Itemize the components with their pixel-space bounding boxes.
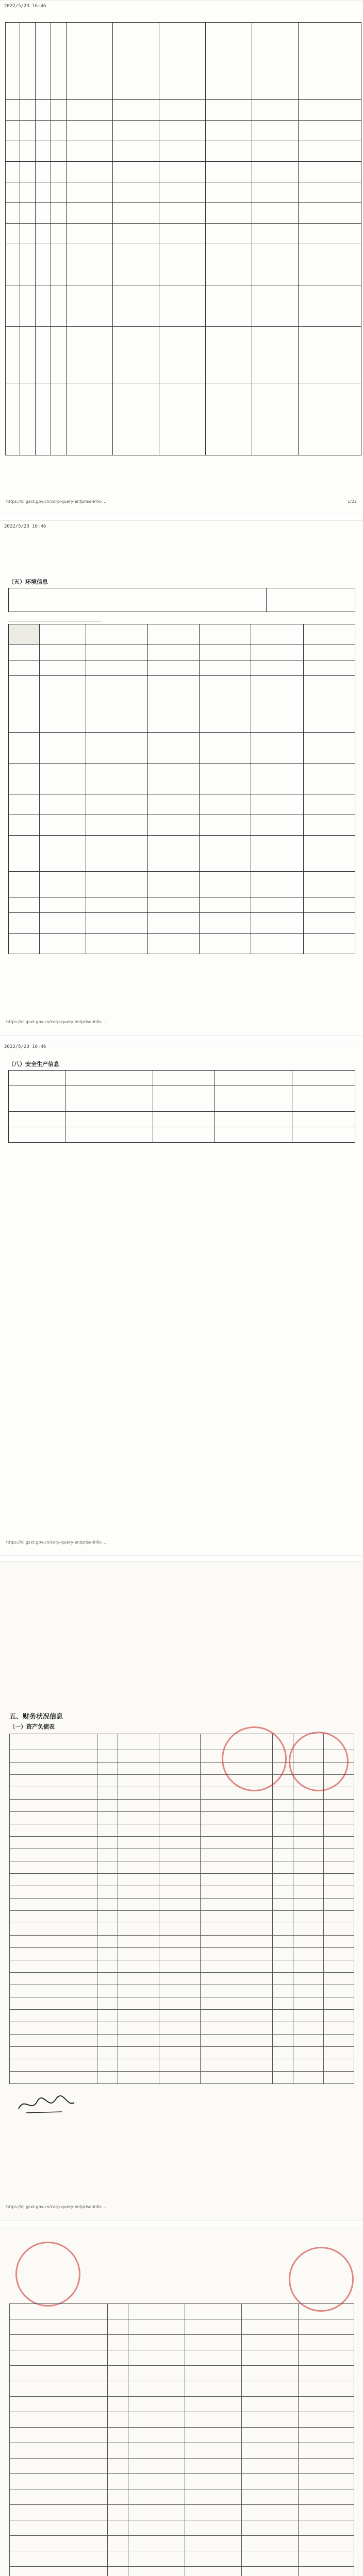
safety-table: [8, 1070, 355, 1143]
section-heading-env: （五）环境信息: [8, 579, 48, 585]
company-seal: [289, 2247, 354, 2312]
page-3: [0, 1041, 363, 1556]
company-seal: [222, 1726, 287, 1791]
page-number: 1/22: [348, 499, 357, 504]
page-4: [0, 1561, 363, 2221]
env-subheading: [8, 616, 101, 621]
page-2: [0, 520, 363, 1036]
env-summary-table: [8, 588, 355, 612]
balance-sheet-cont-table: [9, 2303, 354, 2576]
page-url: https://ci.gsxt.gov.cn/corp-query-entprise-info-...: [6, 499, 107, 504]
print-timestamp: 2022/5/23 16:46: [4, 4, 46, 9]
page-1: [0, 0, 363, 515]
page-url: https://ci.gsxt.gov.cn/corp-query-entprise-info-...: [6, 1020, 107, 1024]
print-timestamp: 2022/5/23 16:46: [4, 1044, 46, 1049]
section-heading-finance: 五、财务状况信息: [9, 1713, 63, 1721]
page-1-table: [5, 22, 361, 455]
page-5: [0, 2226, 363, 2576]
env-detail-table: [8, 624, 355, 954]
handwritten-signature: [15, 2092, 77, 2117]
company-seal: [289, 1732, 349, 1791]
section-heading-safety: （八）安全生产信息: [8, 1061, 59, 1067]
page-url: https://ci.gsxt.gov.cn/corp-query-entprise-info-...: [6, 2205, 107, 2209]
balance-sheet-heading: （一）资产负债表: [9, 1723, 55, 1730]
company-seal: [15, 2242, 80, 2307]
print-timestamp: 2022/5/23 16:46: [4, 524, 46, 529]
page-url: https://ci.gsxt.gov.cn/corp-query-entprise-info-...: [6, 1540, 107, 1545]
